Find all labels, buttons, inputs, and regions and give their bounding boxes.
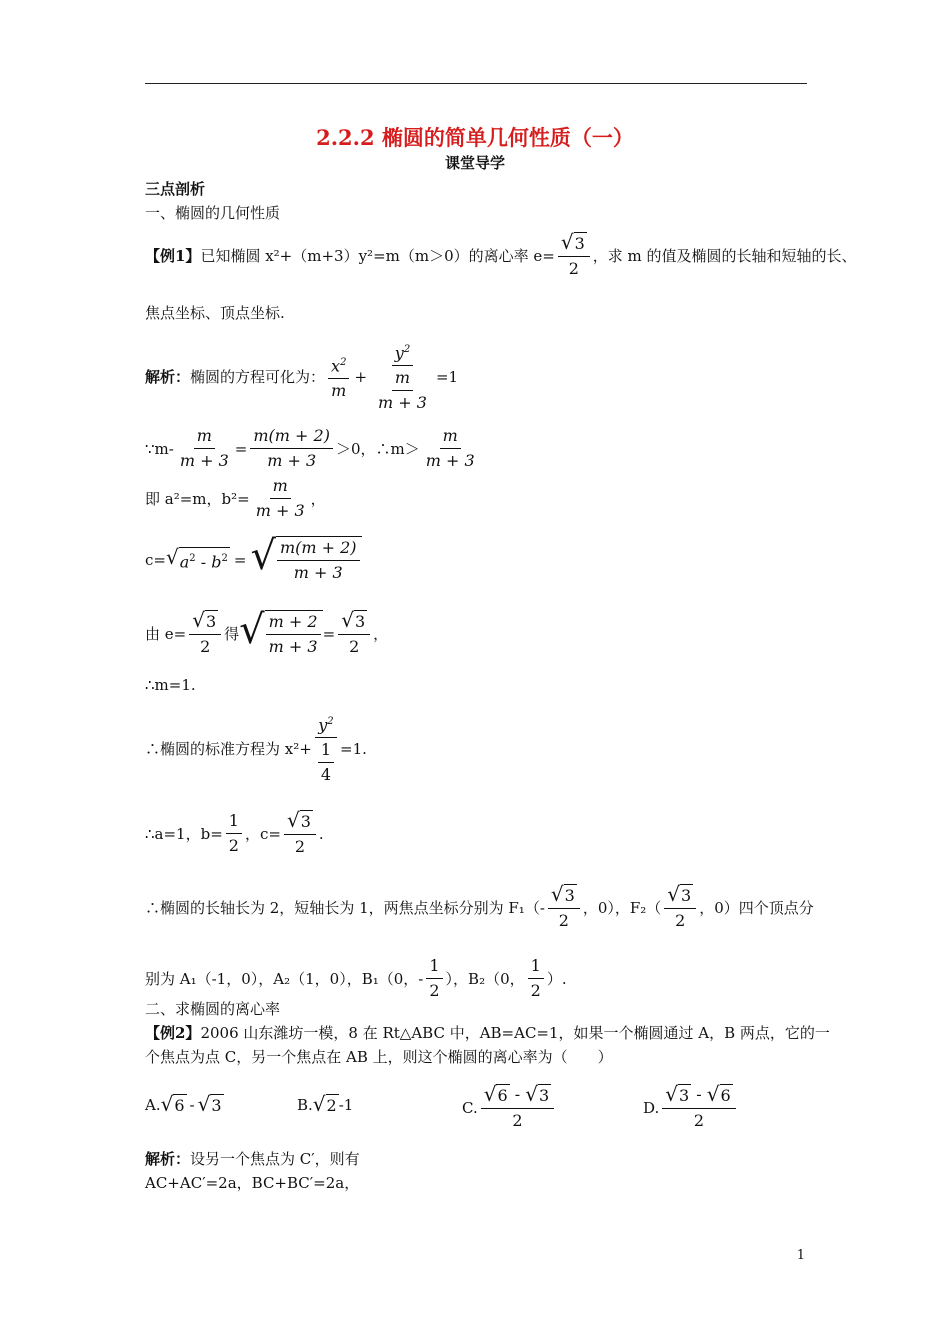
- page-title: 2.2.2 椭圆的简单几何性质（一）: [316, 125, 634, 150]
- example-2-line-1: [145, 1022, 830, 1043]
- fraction-sqrt3-over-2-c: √ 3 2: [338, 610, 370, 657]
- solution-1-line-1: 解析： 椭圆的方程可化为： $\frac{x^2}{m}$ + $\frac{y^2}{\frac{m}{m + 3}}$ =1: [145, 340, 458, 413]
- sqrt-6: √ 6: [160, 1092, 185, 1116]
- solution-1-line-7: [145, 712, 367, 785]
- comma: ，: [310, 489, 326, 508]
- solution-1-line-5: [145, 607, 389, 657]
- by-e-equals: 由 e=: [145, 624, 187, 643]
- comma: ，: [373, 624, 389, 643]
- section-heading-properties: 一、椭圆的几何性质: [145, 204, 281, 222]
- closing-paren: ）.: [546, 969, 567, 988]
- sqrt-2: √ 2: [312, 1092, 337, 1116]
- vertices-a-text: 别为 A₁（-1，0），A₂（1，0），B₁（0，-: [145, 969, 424, 988]
- axis-lengths-text: ∴椭圆的长轴长为 2，短轴长为 1，两焦点坐标分别为 F₁（-: [145, 898, 545, 917]
- vertex-b2-text: ），B₂（0，: [445, 969, 525, 988]
- focus-f2-text: ，0），F₂（: [582, 898, 662, 917]
- solution-label: 解析：: [145, 367, 191, 386]
- fraction-m-m2-over-m3: $\frac{m(m + 2)}{m + 3}$: [250, 426, 333, 471]
- solution-1-line-9: [145, 884, 814, 931]
- fraction-sqrt3-over-2-f: √ 3 2: [664, 884, 696, 931]
- fraction-sqrt3-over-2-d: √ 3 2: [284, 810, 316, 857]
- option-c-label: C.: [462, 1098, 478, 1117]
- option-d: [643, 1084, 739, 1131]
- option-b: [297, 1094, 353, 1116]
- equals-one: =1.: [340, 739, 367, 758]
- fraction-y2-over-m-over-m3: $\frac{y^2}{\frac{m}{m + 3}}$: [372, 340, 433, 413]
- example-2-line-2: 个焦点为点 C，另一个焦点在 AB 上，则这个椭圆的离心率为（ ）: [145, 1048, 613, 1066]
- c-value-text: ，c=: [244, 824, 281, 843]
- solution-1-line-10: [145, 956, 567, 1001]
- solution-2-line-2: AC+AC′=2a，BC+BC′=2a，: [145, 1174, 360, 1192]
- option-d-label: D.: [643, 1098, 660, 1117]
- example-1-tag: 【例1】: [145, 246, 201, 265]
- c-equals: c=: [145, 550, 166, 569]
- fraction-one-half: $\frac{1}{2}$: [226, 811, 242, 856]
- sqrt-fraction-m2-over-m3: √ $\frac{m + 2}{m + 3}$: [239, 610, 322, 657]
- equals-one: =1: [435, 367, 459, 386]
- solution-1-line-8: [145, 810, 324, 857]
- solution-1-line-4: c= √ $a^2 - b^2$ = √ $\frac{m(m + 2)}{m + 3}$: [145, 536, 362, 583]
- example-2-text: 2006 山东潍坊一模，8 在 Rt△ABC 中，AB=AC=1，如果一个椭圆通过 A，B 两点，它的一: [200, 1024, 830, 1042]
- get-text: 得: [224, 624, 240, 643]
- solution-1-line-3: [145, 476, 326, 521]
- example-1-text: 已知椭圆 x²+（m+3）y²=m（m＞0）的离心率 e=: [200, 246, 555, 265]
- fraction-one-half-b: $\frac{1}{2}$: [426, 956, 442, 1001]
- sqrt-fraction-m-m2: √ $\frac{m(m + 2)}{m + 3}$: [250, 536, 361, 583]
- option-c: [462, 1084, 557, 1131]
- a2-b2-text: 即 a²=m，b²=: [145, 489, 250, 508]
- section-heading-eccentricity: 二、求椭圆的离心率: [145, 1000, 281, 1018]
- equals: =: [322, 624, 336, 643]
- option-b-label: B.: [297, 1096, 313, 1114]
- fraction-m-over-m3-c: $\frac{m}{m + 3}$: [255, 476, 305, 520]
- solution-2-text: 设另一个焦点为 C′，则有: [190, 1150, 360, 1168]
- fraction-sqrt3-minus-sqrt6-over-2: √ 3 - √ 6 2: [662, 1084, 735, 1131]
- vertices-text: ，0）四个顶点分: [699, 898, 814, 917]
- option-a-label: A.: [145, 1096, 161, 1114]
- fraction-sqrt3-over-2-e: √ 3 2: [548, 884, 580, 931]
- standard-eq-text: ∴椭圆的标准方程为 x²+: [145, 739, 312, 758]
- fraction-y2-over-quarter: $\frac{y^2}{\frac{1}{4}}$: [315, 712, 337, 785]
- solution-2-label: 解析：: [145, 1150, 191, 1168]
- sqrt-3: √ 3: [197, 1092, 222, 1116]
- minus-one: -1: [338, 1096, 354, 1114]
- fraction-one-half-c: $\frac{1}{2}$: [528, 956, 544, 1001]
- solution-1-line-6: ∴m=1.: [145, 676, 196, 694]
- fraction-sqrt3-over-2-b: √ 3 2: [189, 610, 221, 657]
- fraction-sqrt3-over-2: √ 3 2: [558, 232, 590, 279]
- example-1-text-tail: ，求 m 的值及椭圆的长轴和短轴的长、: [592, 246, 857, 265]
- solution-1-line-2: ∵m- $\frac{m}{m + 3}$ = $\frac{m(m + 2)}{m + 3}$ ＞0，∴m＞ $\frac{m}{m + 3}$: [145, 426, 481, 471]
- example-2-tag: 【例2】: [145, 1024, 201, 1042]
- a-b-values: ∴a=1，b=: [145, 824, 223, 843]
- page-subtitle: 课堂导学: [444, 154, 505, 172]
- period: .: [318, 824, 324, 843]
- section-heading-analysis: 三点剖析: [145, 180, 206, 198]
- page-number: 1: [796, 1248, 805, 1263]
- sqrt-a2-minus-b2: √ $a^2 - b^2$: [165, 544, 228, 572]
- greater-than-zero: ＞0，∴m＞: [335, 439, 420, 458]
- header-rule: [145, 83, 807, 84]
- fraction-m-over-m3: $\frac{m}{m + 3}$: [179, 426, 229, 470]
- fraction-sqrt6-minus-sqrt3-over-2: √ 6 - √ 3 2: [481, 1084, 554, 1131]
- option-a: A. √ 6 - √ 3: [145, 1092, 222, 1116]
- example-1-line-1: [145, 232, 857, 279]
- fraction-m-over-m3-b: $\frac{m}{m + 3}$: [425, 426, 475, 470]
- solution-text: 椭圆的方程可化为：: [190, 367, 326, 386]
- fraction-x2-over-m: $\frac{x^2}{m}$: [328, 353, 349, 401]
- because-m-minus: ∵m-: [145, 439, 174, 458]
- solution-2-line-1: [145, 1148, 360, 1169]
- example-1-line-2: 焦点坐标、顶点坐标.: [145, 304, 285, 322]
